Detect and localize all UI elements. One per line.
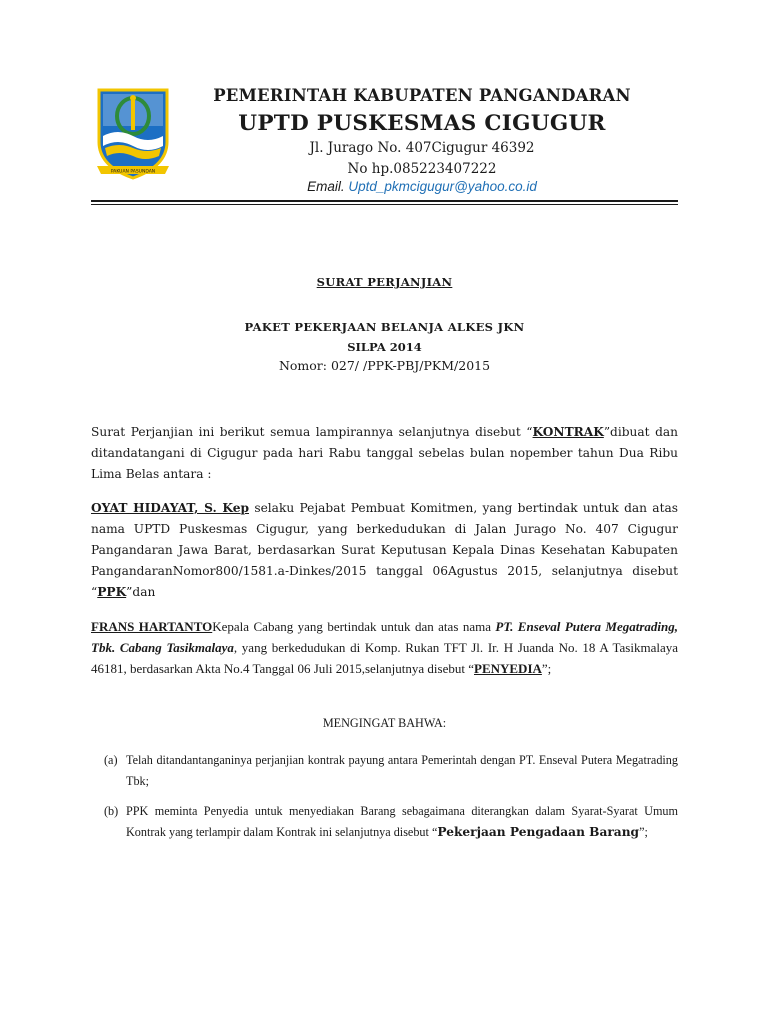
document-number: Nomor: 027/ /PPK-PBJ/PKM/2015 (278, 358, 491, 373)
provider-name: FRANS HARTANTO (91, 619, 213, 634)
logo-caption: PAKUAN PASUNDAN (110, 169, 156, 175)
item-marker: (b) (104, 804, 119, 818)
provider-paragraph: FRANS HARTANTOKepala Cabang yang bertindak untuk dan atas nama PT. Enseval Putera Megatrading, Tbk. Cabang Tasikmalaya, yang berkedudukan di Komp. Rukan TFT Jl. Ir. H Juanda No. 18 A Tasikmalaya 46181, berdasarkan Akta No.4 Tanggal 06 Juli 2015,selanjutnya disebut “PENYEDIA”; (91, 619, 678, 676)
budget-title: SILPA 2014 (347, 340, 422, 354)
item-text: Telah ditandantanganinya perjanjian kontrak payung antara Pemerintah dengan PT. Enseval Putera Megatrading Tbk; (126, 753, 678, 788)
regency-emblem-logo (93, 86, 173, 182)
letterhead-divider-thick (91, 200, 678, 202)
institution-name: UPTD PUSKESMAS CIGUGUR (238, 111, 606, 136)
institution-email-line (190, 178, 654, 195)
package-title: PAKET PEKERJAAN BELANJA ALKES JKN (244, 320, 525, 334)
letterhead-divider-thin (91, 204, 678, 205)
ppk-name: OYAT HIDAYAT, S. Kep (91, 501, 249, 515)
letterhead (190, 84, 654, 195)
government-name: PEMERINTAH KABUPATEN PANGANDARAN (213, 86, 631, 105)
kontrak-term: KONTRAK (532, 425, 604, 439)
item-text: PPK meminta Penyedia untuk menyediakan Barang sebagaimana diterangkan dalam Syarat-Syarat Umum Kontrak yang terlampir dalam Kontrak ini selanjutnya disebut “Pekerjaan Pengadaan Barang”; (126, 804, 678, 839)
document-title: SURAT PERJANJIAN (316, 275, 453, 289)
item-marker: (a) (104, 753, 118, 767)
email-link[interactable]: Uptd_pkmcigugur@yahoo.co.id (348, 179, 537, 194)
institution-phone: No hp.085223407222 (347, 161, 497, 177)
intro-paragraph: Surat Perjanjian ini berikut semua lampirannya selanjutnya disebut “KONTRAK”dibuat dan ditandatangani di Cigugur pada hari Rabu tanggal sebelas bulan nopember tahun Dua Ribu Lima Belas antara : (91, 425, 678, 481)
considering-heading: MENGINGAT BAHWA: (322, 716, 447, 730)
ppk-alias: PPK (97, 585, 127, 599)
considering-item-a (104, 750, 678, 792)
considering-item-b (104, 801, 678, 843)
procurement-term: Pekerjaan Pengadaan Barang (437, 825, 640, 839)
provider-alias: PENYEDIA (474, 661, 542, 676)
institution-address: Jl. Jurago No. 407Cigugur 46392 (309, 140, 535, 156)
provider-company: PT. Enseval Putera Megatrading, Tbk. Cabang Tasikmalaya (91, 619, 678, 655)
ppk-paragraph: OYAT HIDAYAT, S. Kep selaku Pejabat Pembuat Komitmen, yang bertindak untuk dan atas nama UPTD Puskesmas Cigugur, yang berkedudukan di Jalan Jurago No. 407 Cigugur Pangandaran Jawa Barat, berdasarkan Surat Keputusan Kepala Dinas Kesehatan Kabupaten PangandaranNomor800/1581.a-Dinkes/2015 tanggal 06Agustus 2015, selanjutnya disebut “PPK”dan (91, 501, 678, 599)
email-label: Email. (307, 179, 345, 194)
